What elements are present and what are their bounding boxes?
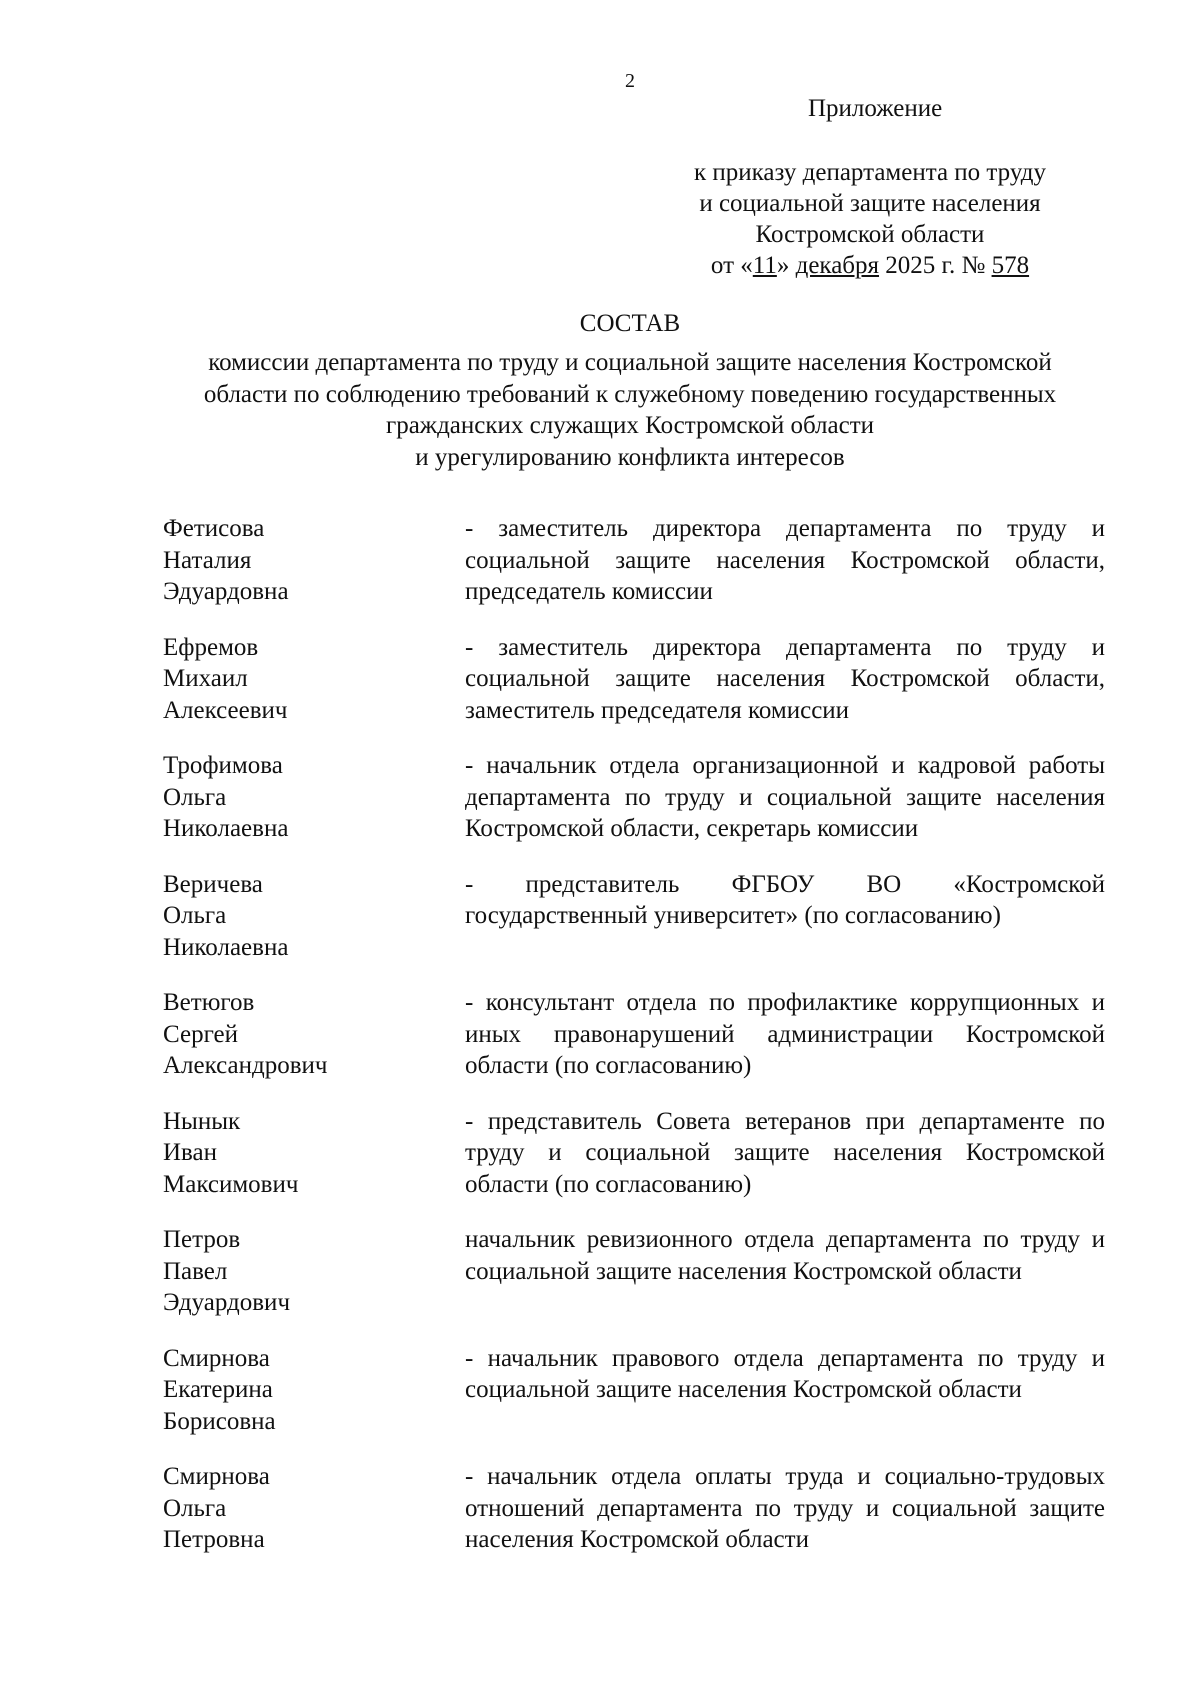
member-row xyxy=(163,1461,1107,1556)
member-row xyxy=(163,1224,1107,1319)
member-role: - представитель ФГБОУ ВО «Костромской государственный университет» (по согласованию) xyxy=(465,870,1105,929)
member-role: - начальник правового отдела департамента по труду и социальной защите населения Костромской области xyxy=(465,1344,1105,1403)
member-role: - начальник отдела организационной и кадровой работы департамента по труду и социальной защите населения Костромской области, секретарь комиссии xyxy=(465,752,1105,842)
member-patronymic: Алексеевич xyxy=(163,696,288,724)
order-month: декабря xyxy=(795,252,880,279)
member-name xyxy=(163,750,465,845)
member-patronymic: Эдуардовна xyxy=(163,578,289,605)
member-name xyxy=(163,1343,465,1438)
member-surname: Петров xyxy=(163,1226,241,1253)
member-name xyxy=(163,1224,465,1319)
subheading-line: комиссии департамента по труду и социальной защите населения Костромской xyxy=(208,349,1052,376)
member-name xyxy=(163,869,465,964)
document-subheading xyxy=(150,347,1110,473)
member-surname: Нынык xyxy=(163,1107,241,1135)
member-row xyxy=(163,987,1107,1082)
member-first-name: Иван xyxy=(163,1139,218,1166)
member-role: - заместитель директора департамента по труду и социальной защите населения Костромской области, председатель комиссии xyxy=(465,515,1105,605)
member-patronymic: Александрович xyxy=(163,1052,328,1079)
member-name xyxy=(163,1106,465,1201)
member-first-name: Михаил xyxy=(163,665,248,692)
member-surname: Ефремов xyxy=(163,633,259,661)
member-role: - консультант отдела по профилактике коррупционных и иных правонарушений администрации Костромской области (по согласованию) xyxy=(465,989,1105,1079)
member-role: начальник ревизионного отдела департамента по труду и социальной защите населения Костромской области xyxy=(465,1226,1105,1285)
member-role: - начальник отдела оплаты труда и социально-трудовых отношений департамента по труду и социальной защите населения Костромской области xyxy=(465,1463,1105,1553)
member-row xyxy=(163,750,1107,845)
member-patronymic: Петровна xyxy=(163,1526,265,1553)
appendix-line-2: и социальной защите населения xyxy=(699,190,1041,217)
member-role: - заместитель директора департамента по труду и социальной защите населения Костромской области, заместитель председателя комиссии xyxy=(465,633,1105,724)
member-patronymic: Николаевна xyxy=(163,815,289,842)
member-row xyxy=(163,513,1107,608)
member-first-name: Ольга xyxy=(163,1494,227,1522)
member-name xyxy=(163,1461,465,1556)
member-surname: Трофимова xyxy=(163,752,283,779)
member-row xyxy=(163,632,1107,727)
member-first-name: Наталия xyxy=(163,546,252,574)
commission-members-list xyxy=(163,513,1107,1580)
appendix-reference xyxy=(640,157,1100,281)
member-patronymic: Эдуардович xyxy=(163,1289,291,1316)
member-first-name: Екатерина xyxy=(163,1376,273,1403)
member-name xyxy=(163,632,465,727)
order-date-line xyxy=(640,250,1100,281)
page-number: 2 xyxy=(625,70,635,92)
date-suffix: 2025 г. № xyxy=(879,252,992,279)
member-surname: Смирнова xyxy=(163,1463,270,1490)
member-name xyxy=(163,987,465,1082)
order-day: 11 xyxy=(752,252,777,279)
member-name xyxy=(163,513,465,608)
member-first-name: Павел xyxy=(163,1257,228,1285)
member-surname: Смирнова xyxy=(163,1344,270,1372)
order-number: 578 xyxy=(991,252,1030,279)
date-mid: » xyxy=(776,252,796,279)
document-heading: СОСТАВ xyxy=(579,310,681,337)
member-patronymic: Максимович xyxy=(163,1170,299,1198)
member-patronymic: Борисовна xyxy=(163,1407,276,1435)
member-surname: Фетисова xyxy=(163,515,265,542)
member-patronymic: Николаевна xyxy=(163,933,289,961)
subheading-line: гражданских служащих Костромской области xyxy=(385,412,875,439)
appendix-title: Приложение xyxy=(808,95,943,122)
member-row xyxy=(163,1106,1107,1201)
member-first-name: Сергей xyxy=(163,1020,238,1048)
member-first-name: Ольга xyxy=(163,783,227,811)
member-row xyxy=(163,869,1107,964)
subheading-line: области по соблюдению требований к служебному поведению государственных xyxy=(203,380,1057,408)
appendix-line-3: Костромской области xyxy=(755,221,985,248)
member-role: - представитель Совета ветеранов при департаменте по труду и социальной защите населения Костромской области (по согласованию) xyxy=(465,1107,1105,1198)
subheading-line: и урегулированию конфликта интересов xyxy=(415,443,845,471)
appendix-line-1: к приказу департамента по труду xyxy=(694,159,1046,186)
member-surname: Веричева xyxy=(163,870,263,898)
member-surname: Ветюгов xyxy=(163,989,255,1016)
member-first-name: Ольга xyxy=(163,902,227,929)
member-row xyxy=(163,1343,1107,1438)
date-prefix: от « xyxy=(710,252,753,279)
